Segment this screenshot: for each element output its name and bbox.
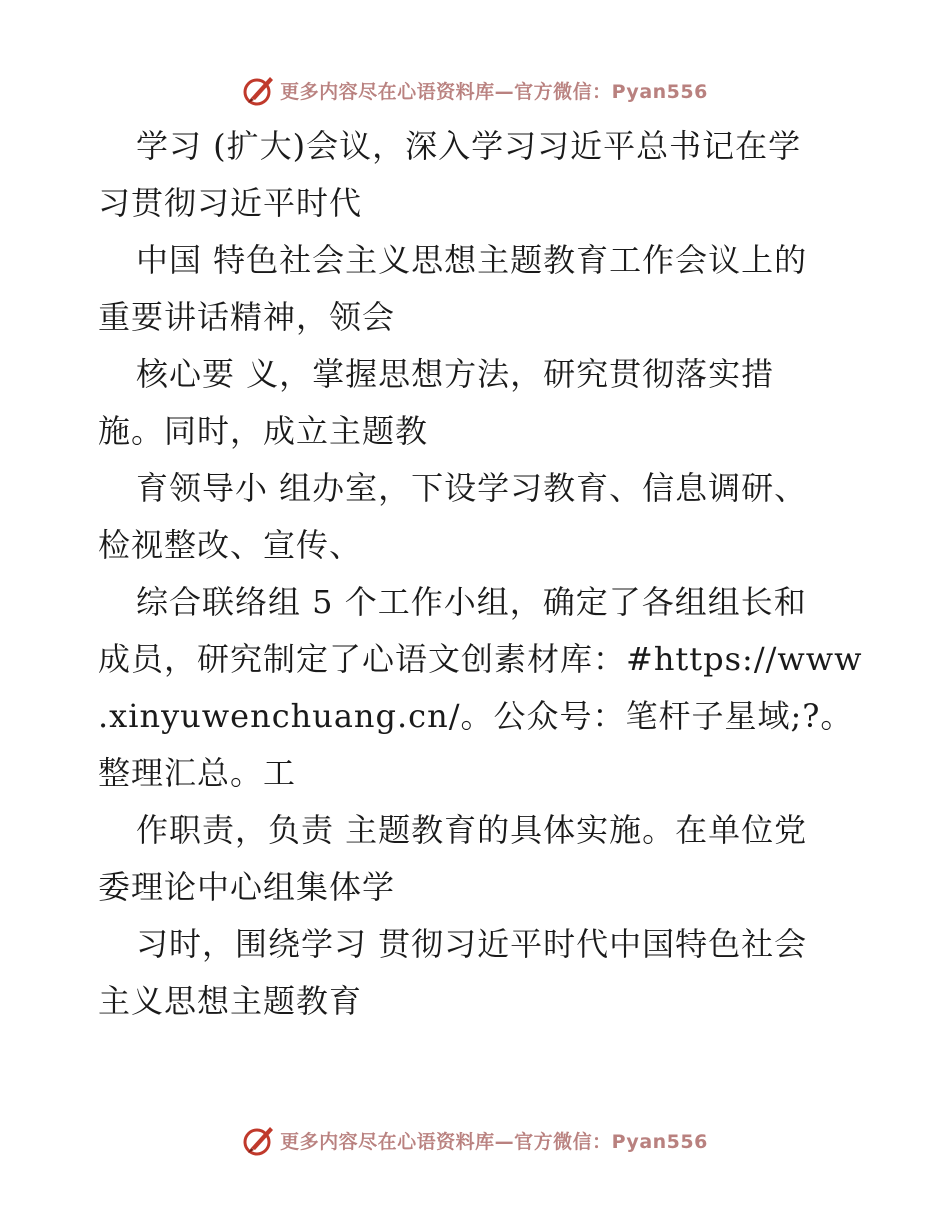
text-line: 委理论中心组集体学 <box>98 868 396 906</box>
quill-pen-logo-icon <box>242 1123 276 1157</box>
footer-banner <box>0 1122 950 1158</box>
text-line: 综合联络组 5 个工作小组，确定了各组组长和 <box>136 583 807 621</box>
text-line: 中国 特色社会主义思想主题教育工作会议上的 <box>136 241 808 279</box>
text-line: 整理汇总。工 <box>98 754 297 792</box>
text-line: 育领导小 组办室，下设学习教育、信息调研、 <box>136 469 808 507</box>
text-line: 主义思想主题教育 <box>98 982 363 1020</box>
text-line: 习贯彻习近平时代 <box>98 184 363 222</box>
text-line: 重要讲话精神，领会 <box>98 298 396 336</box>
text-line: 检视整改、宣传、 <box>98 526 363 564</box>
text-line: 成员，研究制定了心语文创素材库：#https://www <box>98 640 863 678</box>
header-banner-text: 更多内容尽在心语资料库—官方微信：Pyan556 <box>280 80 708 103</box>
quill-pen-logo-icon <box>242 73 276 107</box>
text-line: 施。同时，成立主题教 <box>98 412 429 450</box>
text-line: 学习 (扩大)会议，深入学习习近平总书记在学 <box>136 127 802 165</box>
document-body <box>98 118 863 1030</box>
text-line: 核心要 义，掌握思想方法，研究贯彻落实措 <box>136 355 775 393</box>
footer-banner-text: 更多内容尽在心语资料库—官方微信：Pyan556 <box>280 1130 708 1153</box>
header-banner <box>0 72 950 108</box>
text-line: 作职责，负责 主题教育的具体实施。在单位党 <box>136 811 808 849</box>
text-line: 习时，围绕学习 贯彻习近平时代中国特色社会 <box>136 925 808 963</box>
text-line: .xinyuwenchuang.cn/。公众号：笔杆子星域;?。 <box>98 697 854 735</box>
